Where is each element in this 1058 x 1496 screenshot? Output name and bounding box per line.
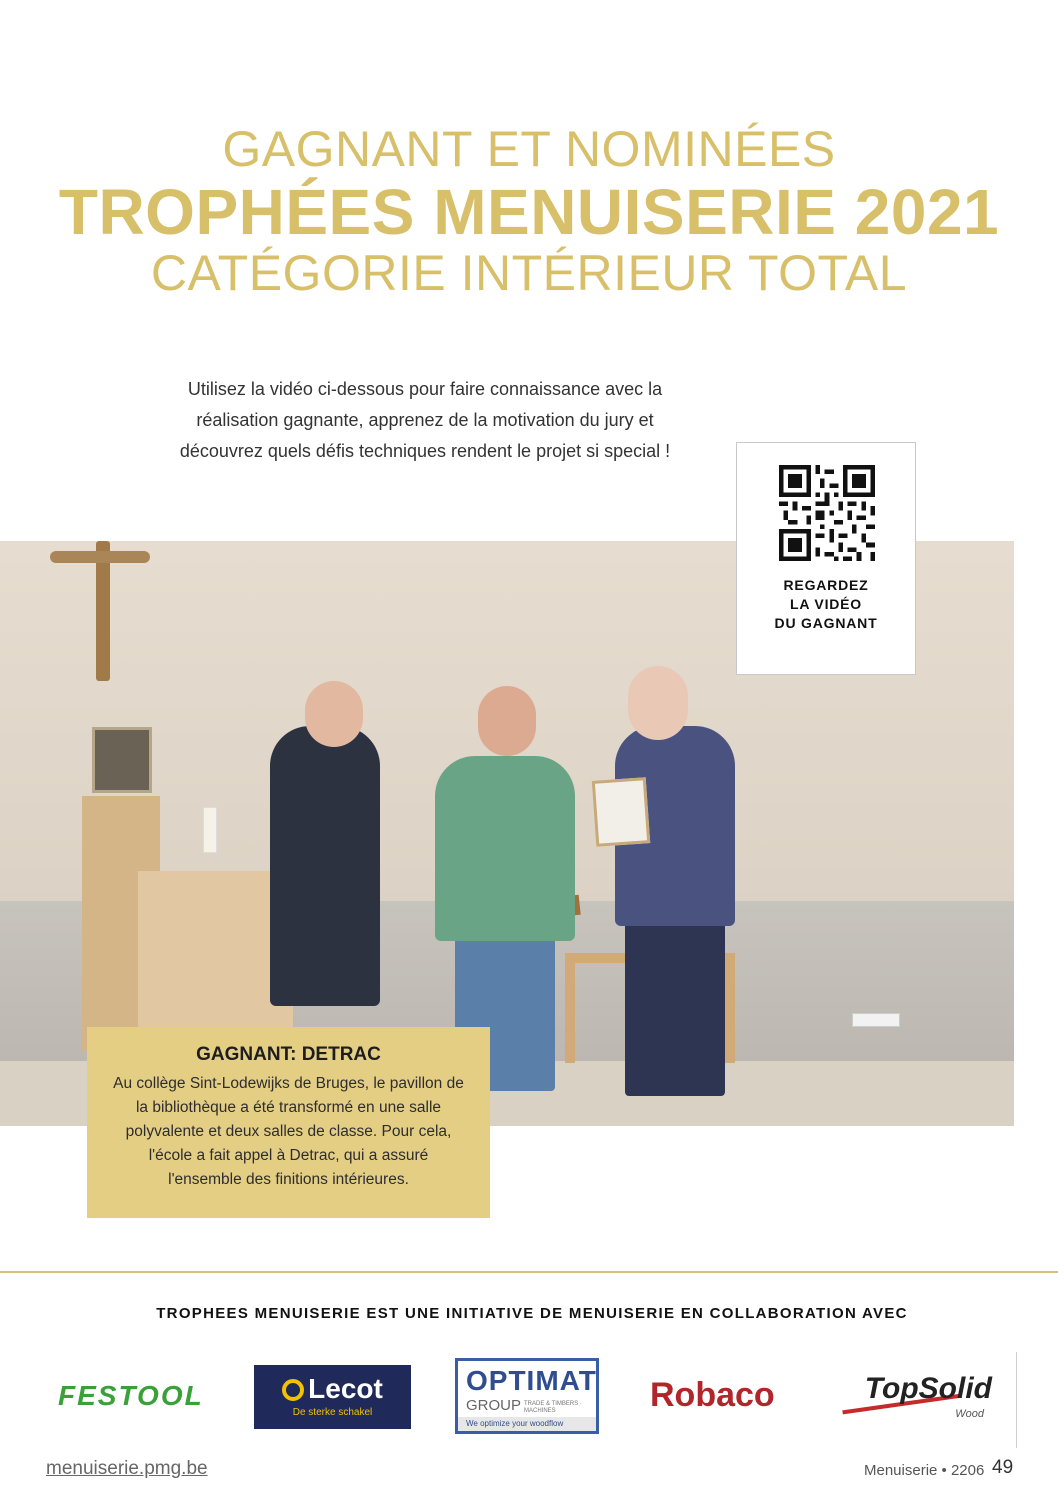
framed-icon bbox=[92, 727, 152, 793]
page-number: 49 bbox=[992, 1457, 1014, 1478]
optimat-name: OPTIMAT bbox=[466, 1365, 597, 1396]
topsolid-logo bbox=[842, 1372, 992, 1420]
optimat-group: GROUP bbox=[466, 1397, 522, 1414]
qr-caption bbox=[737, 576, 915, 633]
winner-text: Au collège Sint-Lodewijks de Bruges, le pavillon de la bibliothèque a été transformé en une salle polyvalente et deux salles de classe. Pour cela, l'école a fait appel à Detrac, qui a assuré l'ensemble des finitions intérieures. bbox=[113, 1075, 464, 1188]
person-left-body bbox=[270, 726, 380, 1006]
award-certificate bbox=[592, 777, 650, 847]
optimat-band: We optimize your woodflow bbox=[458, 1417, 596, 1431]
candle bbox=[203, 807, 217, 853]
person-center-head bbox=[478, 686, 536, 756]
footer-publication: Menuiserie • 2206 bbox=[864, 1462, 985, 1479]
robaco-logo: Robaco bbox=[650, 1376, 775, 1414]
header-title: TROPHÉES MENUISERIE 2021 bbox=[58, 176, 1000, 248]
crucifix-arms bbox=[50, 551, 150, 563]
lecot-logo bbox=[254, 1365, 411, 1429]
topsolid-sub: Wood bbox=[955, 1408, 984, 1420]
logos-divider bbox=[1016, 1352, 1017, 1448]
person-right-head bbox=[628, 666, 688, 740]
qr-panel[interactable] bbox=[736, 442, 916, 675]
footer-url-link[interactable]: menuiserie.pmg.be bbox=[46, 1458, 208, 1479]
winner-title: GAGNANT: DETRAC bbox=[196, 1044, 381, 1065]
lecot-wordmark bbox=[254, 1373, 411, 1405]
header-category: CATÉGORIE INTÉRIEUR TOTAL bbox=[150, 245, 908, 301]
person-left-head bbox=[305, 681, 363, 747]
festool-logo: FESTOOL bbox=[58, 1380, 204, 1411]
optimat-logo bbox=[455, 1358, 599, 1434]
lecot-tagline: De sterke schakel bbox=[292, 1407, 373, 1418]
wall-outlet bbox=[852, 1013, 900, 1027]
intro-text: Utilisez la vidéo ci-dessous pour faire connaissance avec la réalisation gagnante, apprenez de la motivation du jury et découvrez quels défis techniques rendent le projet si special ! bbox=[179, 379, 671, 461]
qr-caption-line-3: DU GAGNANT bbox=[774, 615, 878, 631]
winner-box bbox=[87, 1027, 490, 1218]
person-right-legs bbox=[625, 916, 725, 1096]
lecot-name: Lecot bbox=[308, 1373, 383, 1404]
person-center-body bbox=[435, 756, 575, 941]
qr-caption-line-1: REGARDEZ bbox=[783, 577, 869, 593]
qr-code-icon[interactable] bbox=[779, 465, 875, 561]
divider-rule bbox=[0, 1271, 1058, 1273]
lecot-ring-icon bbox=[282, 1379, 304, 1401]
optimat-small-text: TRADE & TIMBERS · MACHINES bbox=[524, 1401, 582, 1414]
qr-caption-line-2: LA VIDÉO bbox=[790, 596, 862, 612]
collaboration-heading: TROPHEES MENUISERIE EST UNE INITIATIVE DE MENUISERIE EN COLLABORATION AVEC bbox=[156, 1305, 908, 1322]
topsolid-name: TopSolid bbox=[864, 1372, 992, 1405]
header-line-1: GAGNANT ET NOMINÉES bbox=[222, 121, 836, 177]
